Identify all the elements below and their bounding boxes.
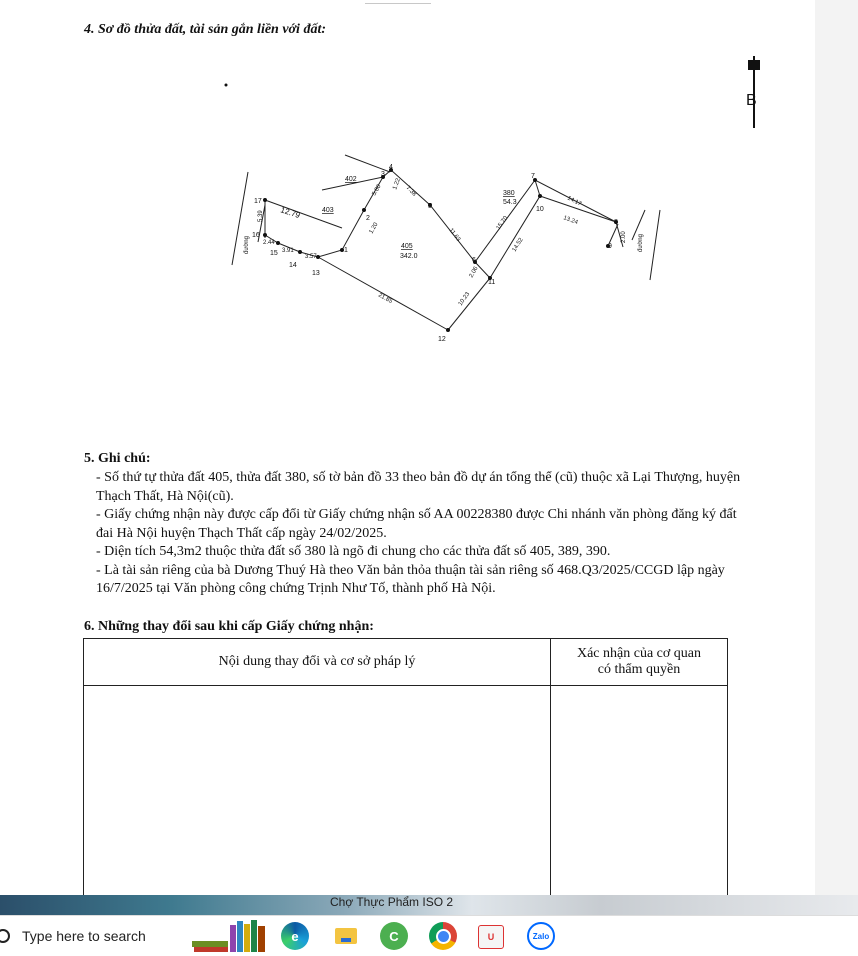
point-label: 17	[254, 198, 262, 205]
parcel-area: 342.0	[400, 253, 418, 260]
edge-length: 15.70	[495, 215, 510, 232]
north-label: B	[746, 92, 757, 109]
edge-length: 3.57	[305, 254, 317, 260]
taskbar-search[interactable]	[0, 916, 190, 956]
edge-length: 1.22	[392, 177, 402, 191]
changes-cell	[84, 686, 551, 896]
parcel-labels	[322, 176, 517, 260]
edge-icon[interactable]: e	[281, 922, 309, 950]
north-arrow-icon	[746, 56, 760, 128]
note-item: - Diện tích 54,3m2 thuộc thửa đất số 380 là ngõ đi chung cho các thửa đất số 405, 389, 390.	[96, 544, 611, 559]
taskbar	[0, 915, 858, 956]
land-plot-diagram	[0, 0, 815, 460]
edge-length: 21.85	[377, 292, 394, 306]
edge-length: 14.52	[511, 237, 525, 254]
edge-length: 13.24	[562, 215, 579, 227]
point-label: 15	[270, 250, 278, 257]
search-icon	[0, 929, 10, 943]
edge-length: 11.63	[447, 227, 462, 243]
confirm-line2: có thẩm quyền	[597, 662, 681, 677]
notes-list	[96, 469, 746, 599]
edge-length: 1.20	[368, 221, 380, 235]
point-label: 12	[438, 336, 446, 343]
section5-title: 5. Ghi chú:	[84, 451, 151, 466]
point-label: 10	[536, 206, 544, 213]
point-label: 9	[608, 243, 612, 250]
point-label: 5	[428, 203, 432, 210]
edge-length: 5.80	[371, 183, 383, 197]
note-item: - Số thứ tự thửa đất 405, thửa đất 380, số tờ bản đồ 33 theo bản đồ dự án tổng thể (cũ) thuộc xã Lại Thượng, huyện Thạch Thất, Hà Nội(cũ).	[96, 470, 741, 504]
parcel-area: 54.3	[503, 199, 517, 206]
edge-length: 7.38	[404, 185, 418, 198]
chrome-icon[interactable]	[429, 922, 457, 950]
edge-length: 2.06	[468, 265, 480, 279]
confirm-line1: Xác nhận của cơ quan	[576, 646, 701, 661]
point-label: 2	[366, 215, 370, 222]
coccoc-icon[interactable]: C	[380, 922, 408, 950]
changes-col-confirm	[551, 639, 728, 686]
books-icon[interactable]	[190, 919, 268, 953]
edge-length: 14.17	[566, 195, 583, 208]
road-label-right: đường	[638, 234, 644, 252]
section6-title: 6. Những thay đổi sau khi cấp Giấy chứng nhận:	[84, 619, 374, 634]
parcel-id: 403	[322, 207, 334, 214]
point-label: 14	[289, 262, 297, 269]
point-label: 16	[252, 232, 260, 239]
edge-length: 2.44	[263, 240, 275, 246]
parcel-id: 405	[401, 243, 413, 250]
point-label: 7	[531, 173, 535, 180]
parcel-id: 402	[345, 176, 357, 183]
edge-length: 3.91	[282, 248, 294, 254]
road-label-left: đường	[244, 236, 250, 254]
unikey-icon[interactable]: U	[478, 925, 504, 949]
note-item: - Là tài sản riêng của bà Dương Thuý Hà theo Văn bản thỏa thuận tài sản riêng số 468.Q3/2025/CCGD lập ngày 16/7/2025 tại Văn phòng công chứng Trịnh Như Tố, thành phố Hà Nội.	[96, 562, 725, 596]
point-label: 3	[381, 171, 385, 178]
changes-col-content: Nội dung thay đổi và cơ sở pháp lý	[84, 639, 551, 686]
point-label: 11	[488, 279, 496, 286]
point-label: 6	[472, 257, 476, 264]
search-placeholder[interactable]: Type here to search	[22, 928, 146, 944]
changes-table	[83, 638, 728, 895]
point-label: 13	[312, 270, 320, 277]
point-label: 4	[389, 164, 393, 171]
point-label: 8	[614, 219, 618, 226]
changes-cell	[551, 686, 728, 896]
viewer-scroll-area[interactable]	[815, 0, 858, 895]
file-explorer-icon[interactable]	[332, 922, 360, 950]
background-window-title: Chợ Thực Phẩm ISO 2	[330, 895, 454, 909]
edge-length: 12.79	[279, 205, 302, 221]
parcel-boundaries	[232, 155, 660, 330]
point-label: 1	[344, 247, 348, 254]
edge-length: 5.39	[258, 210, 264, 222]
note-item: - Giấy chứng nhận này được cấp đổi từ Giấy chứng nhận số AA 00228380 được Chi nhánh văn phòng đăng ký đất đai Hà Nội huyện Thạch Thất cấp ngày 24/02/2025.	[96, 507, 737, 541]
edge-length: 10.23	[457, 291, 472, 308]
edge-length-labels	[258, 177, 627, 307]
zalo-icon[interactable]: Zalo	[527, 922, 555, 950]
edge-length: 2.00	[621, 231, 627, 243]
parcel-id: 380	[503, 190, 515, 197]
section4-title: 4. Sơ đồ thửa đất, tài sản gắn liền với đất:	[84, 22, 326, 37]
